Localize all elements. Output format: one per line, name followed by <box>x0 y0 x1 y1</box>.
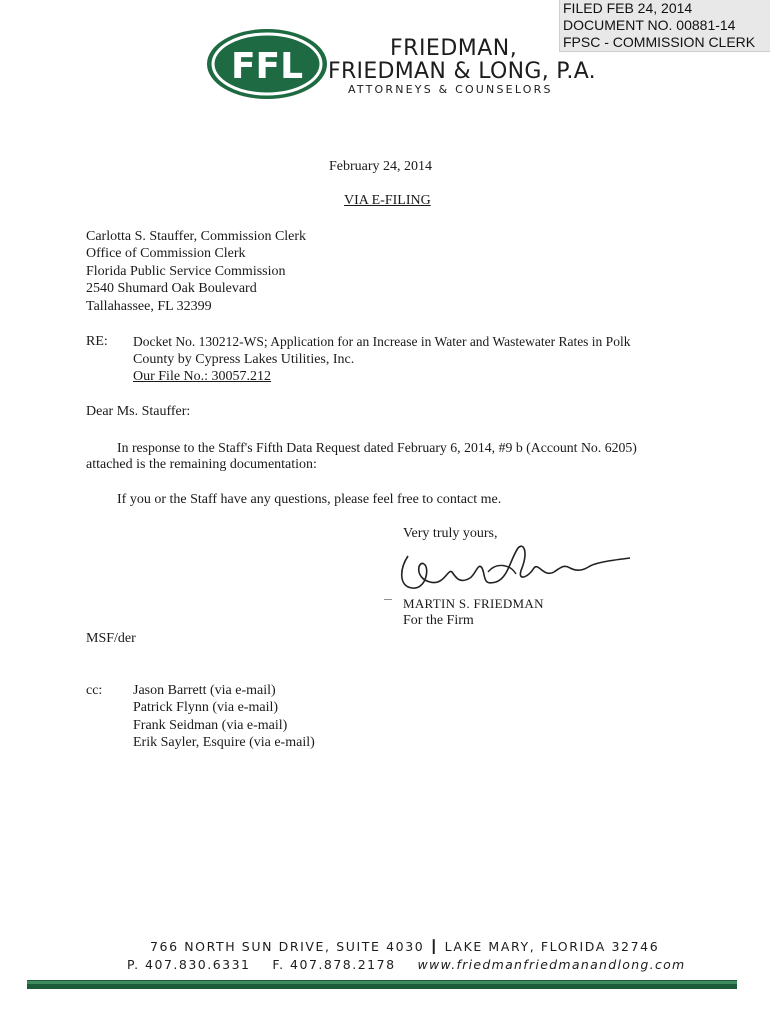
cc-recipient: Erik Sayler, Esquire (via e-mail) <box>133 735 315 750</box>
body-paragraph1-line2: attached is the remaining documentation: <box>86 457 317 472</box>
cc-recipient: Frank Seidman (via e-mail) <box>133 718 288 733</box>
footer-fax: F. 407.878.2178 <box>272 957 396 972</box>
address-line: Office of Commission Clerk <box>86 246 246 261</box>
cc-recipient: Jason Barrett (via e-mail) <box>133 683 276 698</box>
signer-name: MARTIN S. FRIEDMAN <box>403 596 544 611</box>
firm-logo <box>205 27 331 101</box>
signer-title: For the Firm <box>403 613 474 628</box>
closing: Very truly yours, <box>403 526 498 541</box>
footer-contact <box>127 957 686 972</box>
footer-website: www.friedmanfriedmanandlong.com <box>417 957 686 972</box>
filing-stamp <box>559 0 770 52</box>
stamp-clerk-line: FPSC - COMMISSION CLERK <box>563 34 756 50</box>
file-number: Our File No.: 30057.212 <box>133 369 272 384</box>
delivery-method: VIA E-FILING <box>344 193 431 208</box>
letter-date: February 24, 2014 <box>329 159 433 174</box>
initials: MSF/der <box>86 631 136 646</box>
firm-tagline: ATTORNEYS & COUNSELORS <box>348 83 553 96</box>
cc-recipient: Patrick Flynn (via e-mail) <box>133 700 279 715</box>
address-line: Tallahassee, FL 32399 <box>86 299 212 314</box>
firm-name-line1: FRIEDMAN, <box>390 36 518 61</box>
signature <box>378 538 638 600</box>
firm-name-line2: FRIEDMAN & LONG, P.A. <box>328 59 596 84</box>
body-paragraph2: If you or the Staff have any questions, please feel free to contact me. <box>117 492 502 507</box>
re-label: RE: <box>86 334 108 349</box>
footer-phone: P. 407.830.6331 <box>127 957 251 972</box>
logo-text: FFL <box>230 46 304 87</box>
footer-bar-highlight <box>27 981 737 984</box>
footer-address: 766 NORTH SUN DRIVE, SUITE 4030 ┃ LAKE MARY, FLORIDA 32746 <box>150 939 660 954</box>
re-subject-line2: County by Cypress Lakes Utilities, Inc. <box>133 352 355 367</box>
re-subject-line1: Docket No. 130212-WS; Application for an Increase in Water and Wastewater Rates in Polk <box>133 334 631 349</box>
stamp-filed-line: FILED FEB 24, 2014 <box>563 0 693 16</box>
body-paragraph1-line1: In response to the Staff's Fifth Data Request dated February 6, 2014, #9 b (Account No. 6205) <box>117 440 637 455</box>
stamp-document-line: DOCUMENT NO. 00881-14 <box>563 17 736 33</box>
salutation: Dear Ms. Stauffer: <box>86 404 191 419</box>
address-line: Florida Public Service Commission <box>86 264 286 279</box>
address-line: 2540 Shumard Oak Boulevard <box>86 281 257 296</box>
address-line: Carlotta S. Stauffer, Commission Clerk <box>86 229 307 244</box>
cc-label: cc: <box>86 683 103 698</box>
